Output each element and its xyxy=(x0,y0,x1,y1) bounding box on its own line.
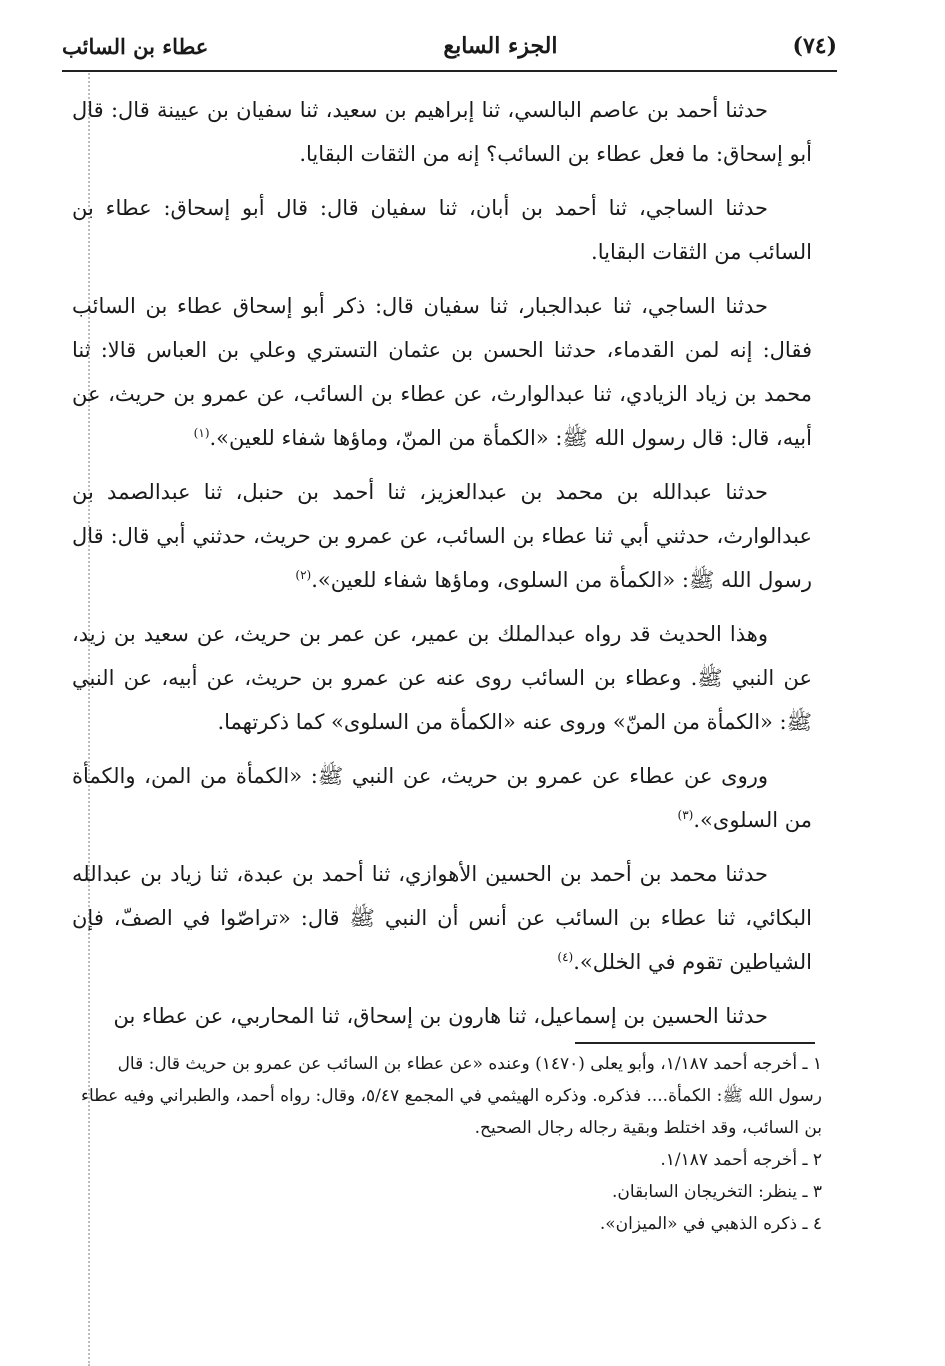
paragraph: وهذا الحديث قد رواه عبدالملك بن عمير، عن عمر بن حريث، عن سعيد بن زيد، عن النبي ﷺ. وعطاء بن السائب روى عنه عن عمرو بن حريث، عن أبيه، عن النبي ﷺ: «الكمأة من المنّ» وروى عنه «الكمأة من السلوى» كما ذكرتهما. xyxy=(72,622,812,734)
main-text xyxy=(72,88,812,1048)
footnote-ref: (٣) xyxy=(677,808,694,822)
footnote-ref: (٤) xyxy=(557,950,574,964)
footnote-ref: (٢) xyxy=(295,568,312,582)
footnote: ٣ ـ ينظر: التخريجان السابقان. xyxy=(611,1182,822,1202)
paragraph: حدثنا عبدالله بن محمد بن عبدالعزيز، ثنا أحمد بن حنبل، ثنا عبدالصمد بن عبدالوارث، حدثني أبي ثنا عطاء بن السائب، عن عمرو بن حريث، حدثني أبي قال: قال رسول الله ﷺ: «الكمأة من السلوى، وماؤها شفاء للعين».$^{(٢)}$ xyxy=(72,480,812,592)
volume-title: الجزء السابع xyxy=(443,33,558,59)
page-number: (٧٤) xyxy=(792,33,837,59)
footnote: ٢ ـ أخرجه أحمد ١/١٨٧. xyxy=(660,1150,822,1170)
paragraph: وروى عن عطاء عن عمرو بن حريث، عن النبي ﷺ: «الكمأة من المن، والكمأة من السلوى».$^{(٣)}$ xyxy=(72,764,812,832)
paragraph: حدثنا الساجي، ثنا أحمد بن أبان، ثنا سفيان قال: قال أبو إسحاق: عطاء بن السائب من الثقات البقايا. xyxy=(72,196,812,264)
footnotes xyxy=(72,1048,822,1240)
header-rule xyxy=(62,70,837,72)
paragraph: حدثنا محمد بن أحمد بن الحسين الأهوازي، ثنا أحمد بن عبدة، ثنا زياد بن عبدالله البكائي، ثنا عطاء بن السائب عن أنس أن النبي ﷺ قال: «تراصّوا في الصفّ، فإن الشياطين تقوم في الخلل».$^{(٤)}$ xyxy=(72,862,812,974)
paragraph: حدثنا الساجي، ثنا عبدالجبار، ثنا سفيان قال: ذكر أبو إسحاق عطاء بن السائب فقال: إنه لمن القدماء، حدثنا الحسن بن عثمان التستري وعلي بن العباس قالا: ثنا محمد بن زياد الزيادي، ثنا عبدالوارث، عن عطاء بن السائب، عن عمرو بن حريث، عن أبيه، قال: قال رسول الله ﷺ: «الكمأة من المنّ، وماؤها شفاء للعين».$^{(١)}$ xyxy=(72,294,812,450)
footnote: ١ ـ أخرجه أحمد ١/١٨٧، وأبو يعلى (١٤٧٠) وعنده «عن عطاء بن السائب عن عمرو بن حريث قال: قال رسول الله ﷺ: الكمأة.... فذكره. وذكره الهيثمي في المجمع ٥/٤٧، وقال: رواه أحمد، والطبراني وفيه عطاء بن السائب، وقد اختلط وبقية رجاله رجال الصحيح. xyxy=(80,1054,822,1138)
footnote: ٤ ـ ذكره الذهبي في «الميزان». xyxy=(599,1214,822,1234)
footnote-rule xyxy=(575,1042,815,1044)
paragraph: حدثنا الحسين بن إسماعيل، ثنا هارون بن إسحاق، ثنا المحاربي، عن عطاء بن xyxy=(113,1004,768,1028)
section-title: عطاء بن السائب xyxy=(62,33,209,59)
running-header xyxy=(62,22,837,70)
footnote-ref: (١) xyxy=(193,426,210,440)
paragraph: حدثنا أحمد بن عاصم البالسي، ثنا إبراهيم بن سعيد، ثنا سفيان بن عيينة قال: قال أبو إسحاق: ما فعل عطاء بن السائب؟ إنه من الثقات البقايا. xyxy=(72,98,812,166)
